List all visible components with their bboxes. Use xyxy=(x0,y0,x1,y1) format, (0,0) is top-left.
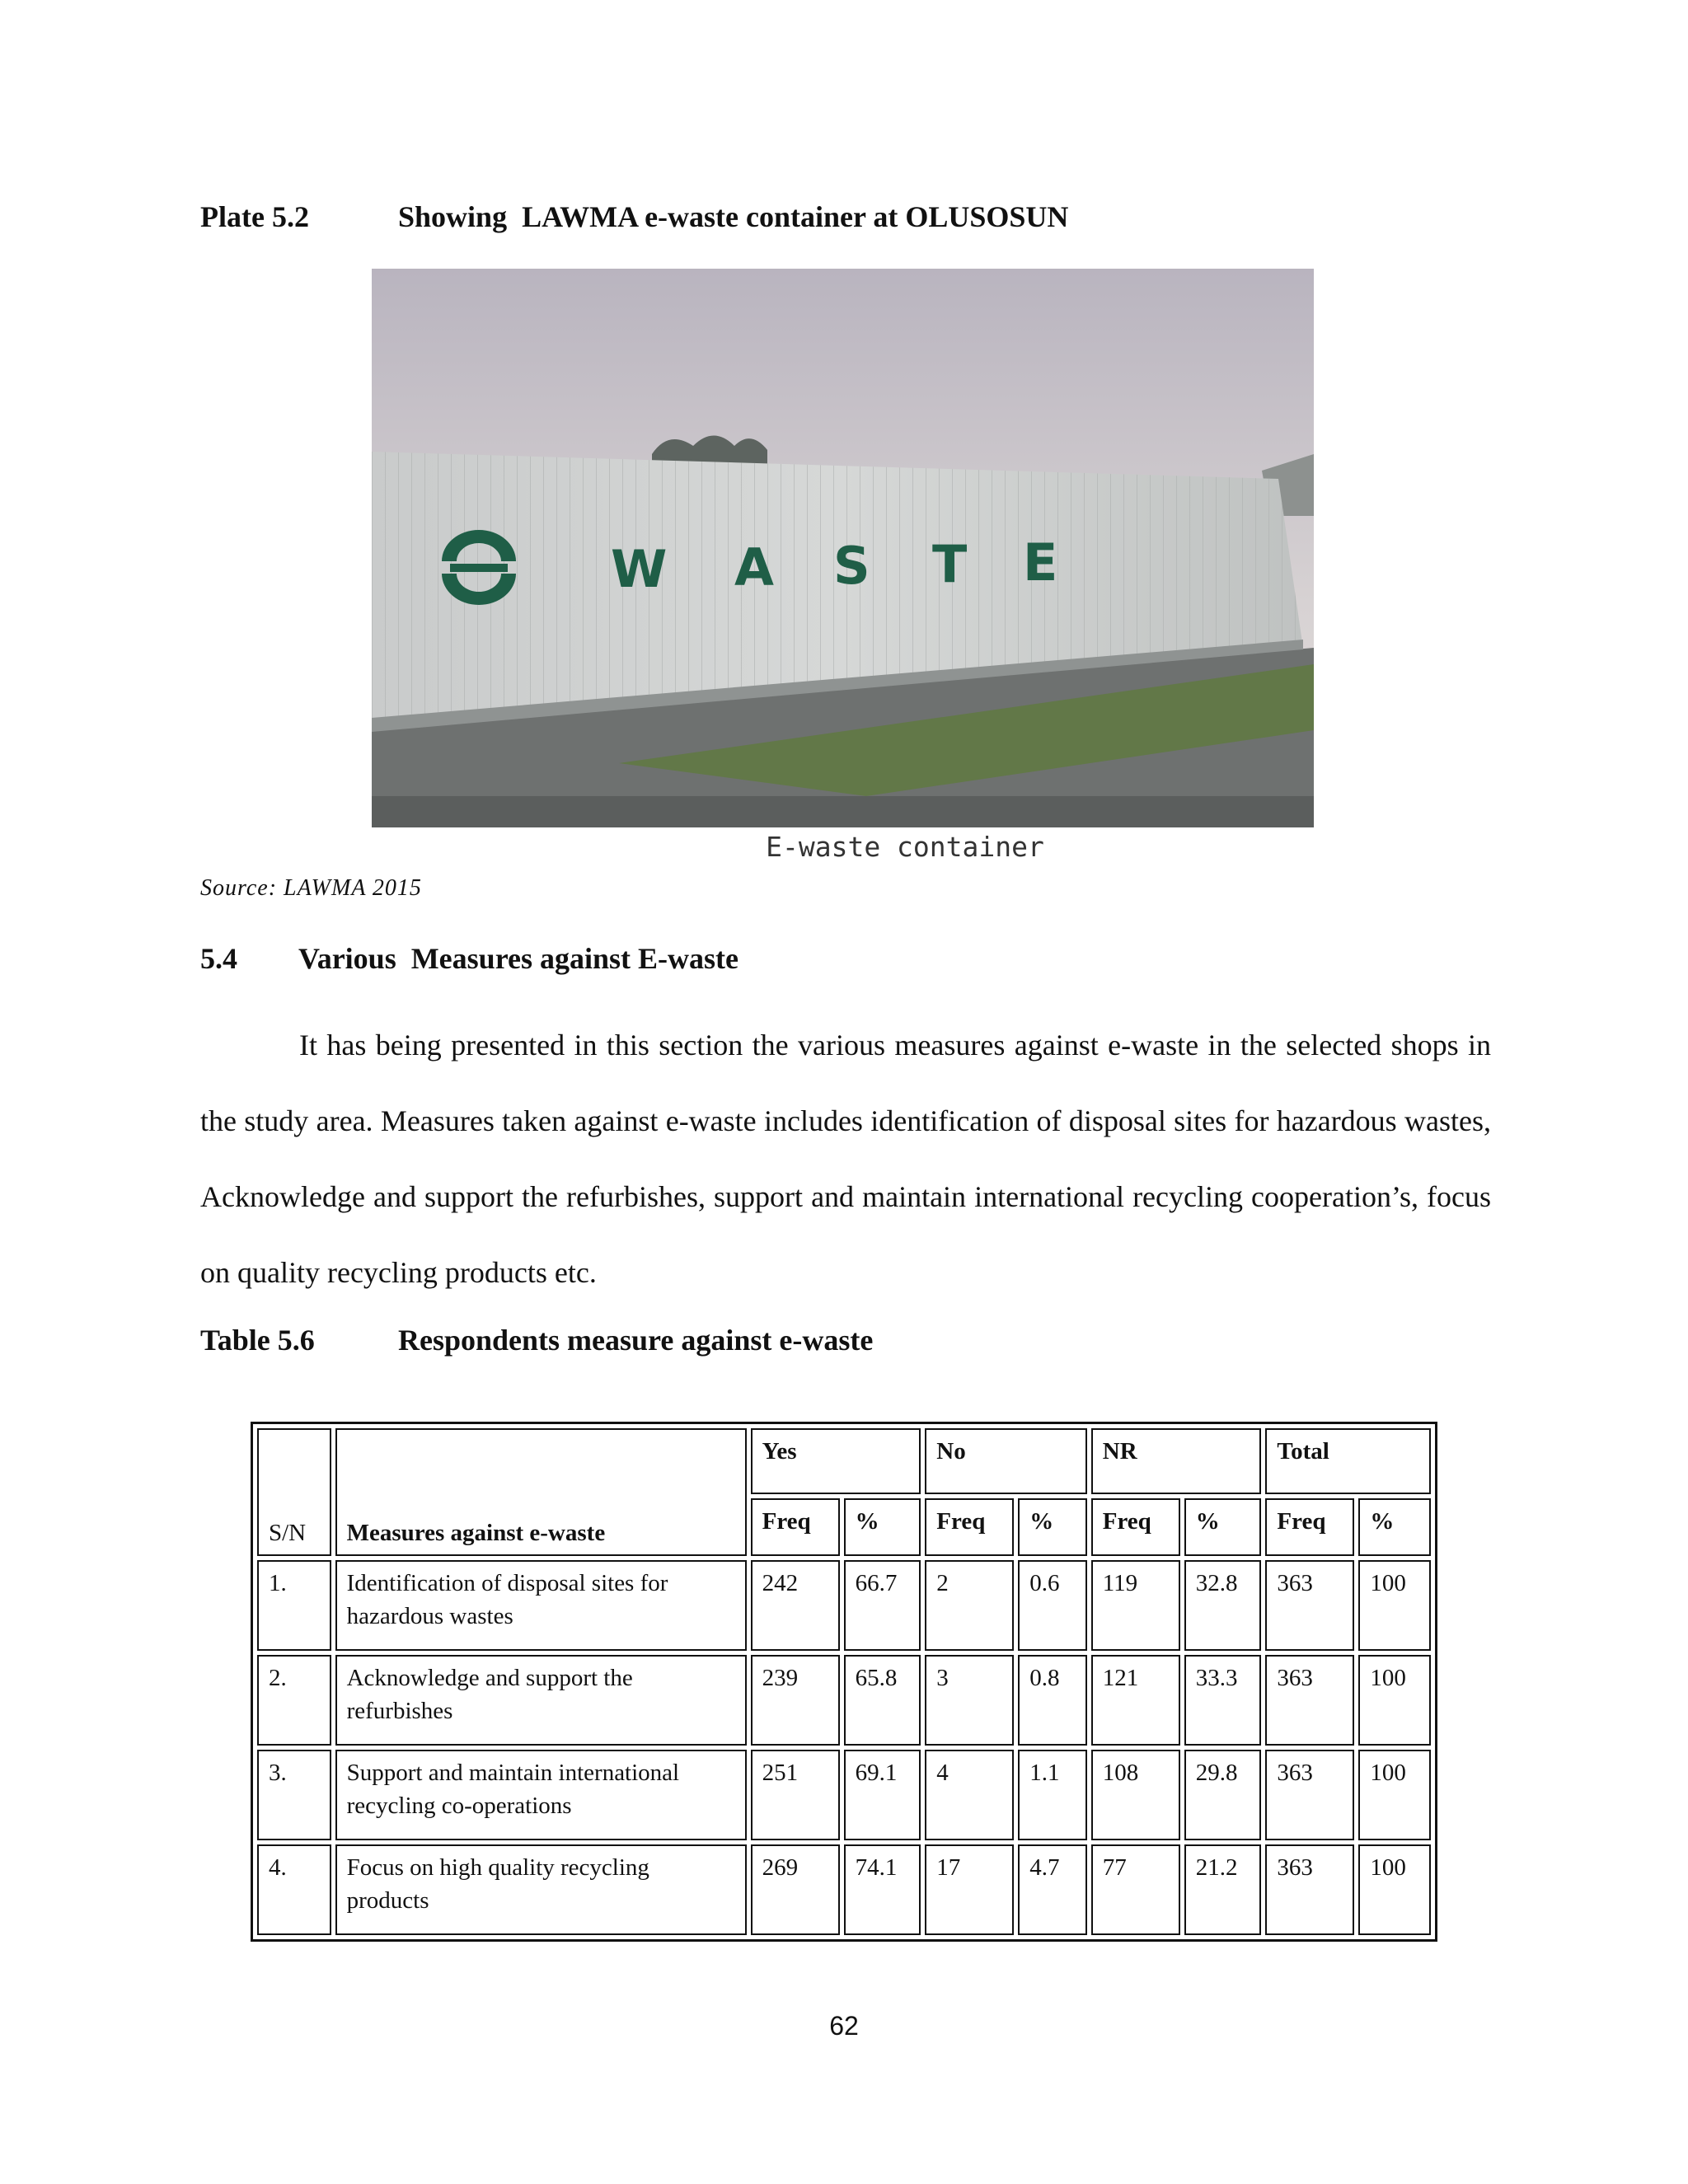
header-pct: % xyxy=(844,1498,921,1556)
svg-text:T: T xyxy=(932,534,968,594)
cell-yes-pct: 74.1 xyxy=(844,1844,921,1935)
svg-text:A: A xyxy=(734,537,774,598)
svg-text:W: W xyxy=(611,539,668,599)
section-paragraph: It has being presented in this section the various measures against e-waste in the selected shops in the study area. Measures taken against e-waste includes identification of disposal sites for hazardous wastes, Acknowledge and support the refurbishes, support and maintain international recycling cooperation’s, focus on quality recycling products etc. xyxy=(200,1029,1491,1289)
cell-no-freq: 2 xyxy=(925,1560,1014,1651)
page-number: 62 xyxy=(829,2011,859,2041)
photo-caption-text: E-waste container xyxy=(766,831,1044,863)
cell-sn: 4. xyxy=(257,1844,331,1935)
source-note: Source: LAWMA 2015 xyxy=(200,875,422,901)
cell-nr-pct: 29.8 xyxy=(1184,1750,1262,1840)
cell-no-pct: 0.8 xyxy=(1018,1655,1087,1746)
header-freq: Freq xyxy=(1091,1498,1180,1556)
header-freq: Freq xyxy=(751,1498,840,1556)
cell-total-freq: 363 xyxy=(1265,1655,1354,1746)
cell-yes-pct: 66.7 xyxy=(844,1560,921,1651)
cell-sn: 2. xyxy=(257,1655,331,1746)
cell-total-freq: 363 xyxy=(1265,1844,1354,1935)
cell-no-freq: 17 xyxy=(925,1844,1014,1935)
header-pct: % xyxy=(1184,1498,1262,1556)
cell-no-pct: 0.6 xyxy=(1018,1560,1087,1651)
cell-no-pct: 1.1 xyxy=(1018,1750,1087,1840)
cell-sn: 1. xyxy=(257,1560,331,1651)
section-number: 5.4 xyxy=(200,942,237,975)
header-group-yes: Yes xyxy=(751,1428,921,1494)
cell-nr-pct: 21.2 xyxy=(1184,1844,1262,1935)
plate-title: Showing LAWMA e-waste container at OLUSOSUN xyxy=(398,200,1069,233)
cell-yes-freq: 251 xyxy=(751,1750,840,1840)
cell-total-freq: 363 xyxy=(1265,1560,1354,1651)
cell-nr-pct: 32.8 xyxy=(1184,1560,1262,1651)
table-row xyxy=(257,1560,1431,1651)
table-row xyxy=(257,1655,1431,1746)
cell-sn: 3. xyxy=(257,1750,331,1840)
cell-nr-freq: 119 xyxy=(1091,1560,1180,1651)
header-measure: Measures against e-waste xyxy=(335,1428,747,1556)
table-row xyxy=(257,1844,1431,1935)
cell-yes-freq: 239 xyxy=(751,1655,840,1746)
cell-no-pct: 4.7 xyxy=(1018,1844,1087,1935)
table-title: Respondents measure against e-waste xyxy=(398,1324,874,1357)
table-row xyxy=(257,1750,1431,1840)
cell-measure: Support and maintain international recycling co-operations xyxy=(335,1750,747,1840)
cell-measure: Acknowledge and support the refurbishes xyxy=(335,1655,747,1746)
svg-text:E: E xyxy=(1023,532,1058,593)
cell-total-freq: 363 xyxy=(1265,1750,1354,1840)
cell-total-pct: 100 xyxy=(1358,1750,1431,1840)
header-sn: S/N xyxy=(257,1428,331,1556)
header-freq: Freq xyxy=(925,1498,1014,1556)
header-group-no: No xyxy=(925,1428,1086,1494)
cell-no-freq: 4 xyxy=(925,1750,1014,1840)
cell-no-freq: 3 xyxy=(925,1655,1014,1746)
section-title: Various Measures against E-waste xyxy=(298,942,739,975)
cell-nr-freq: 108 xyxy=(1091,1750,1180,1840)
cell-nr-freq: 77 xyxy=(1091,1844,1180,1935)
photo-caption xyxy=(0,831,1688,863)
header-group-nr: NR xyxy=(1091,1428,1262,1494)
cell-yes-pct: 65.8 xyxy=(844,1655,921,1746)
svg-text:S: S xyxy=(833,536,870,596)
cell-nr-pct: 33.3 xyxy=(1184,1655,1262,1746)
cell-total-pct: 100 xyxy=(1358,1560,1431,1651)
cell-nr-freq: 121 xyxy=(1091,1655,1180,1746)
container-photo xyxy=(372,269,1314,827)
cell-yes-pct: 69.1 xyxy=(844,1750,921,1840)
cell-total-pct: 100 xyxy=(1358,1844,1431,1935)
header-pct: % xyxy=(1358,1498,1431,1556)
header-group-total: Total xyxy=(1265,1428,1431,1494)
measures-table xyxy=(251,1422,1437,1942)
cell-measure: Focus on high quality recycling products xyxy=(335,1844,747,1935)
cell-measure: Identification of disposal sites for hazardous wastes xyxy=(335,1560,747,1651)
plate-label: Plate 5.2 xyxy=(200,200,309,233)
header-freq: Freq xyxy=(1265,1498,1354,1556)
cell-yes-freq: 269 xyxy=(751,1844,840,1935)
header-pct: % xyxy=(1018,1498,1087,1556)
table-label: Table 5.6 xyxy=(200,1324,315,1357)
cell-total-pct: 100 xyxy=(1358,1655,1431,1746)
cell-yes-freq: 242 xyxy=(751,1560,840,1651)
